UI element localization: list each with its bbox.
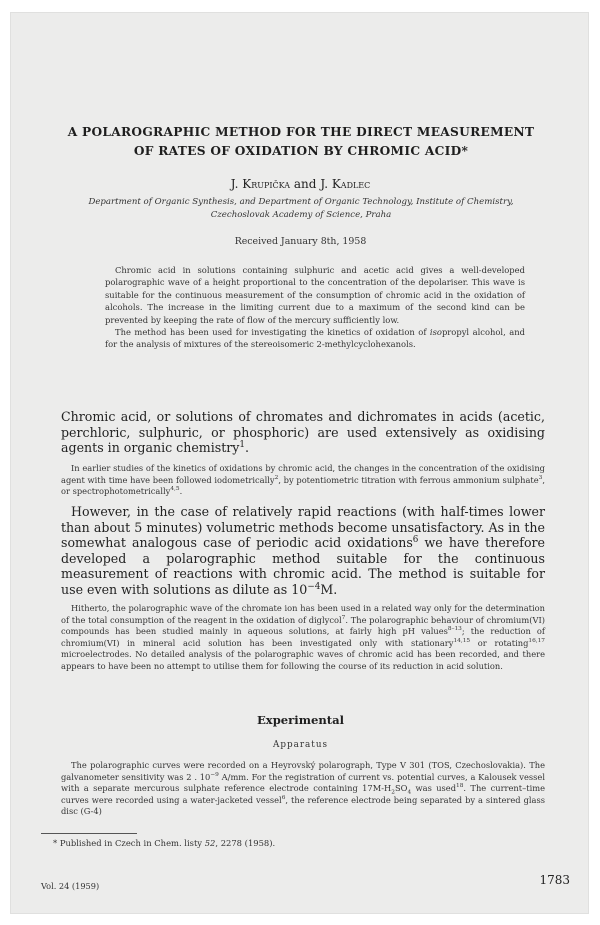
footnote-text: , 2278 (1958). (215, 838, 276, 848)
paragraph-text: SO (394, 783, 408, 794)
abstract-paragraph-1: Chromic acid in solutions containing sulphuric and acetic acid gives a well-developed polarographic wave of a height proportional to the concentration of the depolariser. This wave is suitable for the continuous measurement of the consumption of chromic acid in the oxidation of alcohols. The increase in the limiting current due to a maximum of the second kind can be prevented by keeping the rate of flow of the mercury sufficiently low. (105, 265, 525, 325)
title-line-1: A POLAROGRAPHIC METHOD FOR THE DIRECT MEASUREMENT (67, 125, 535, 139)
citation-ref: 16,17 (528, 638, 545, 645)
page-number: 1783 (539, 873, 570, 887)
paragraph-text: . The current–time curves were recorded using a water-jacketed vessel (61, 783, 546, 805)
abstract-paragraph-2 (105, 326, 525, 351)
affiliation (31, 196, 571, 222)
footnote-divider (41, 833, 137, 834)
paragraph-text: we have therefore developed a polarographic method suitable for the continuous measurement of reactions with chromic acid. The method is suitable for use even with solutions as dilute as 10 (61, 535, 545, 597)
paragraph-text: . (245, 440, 250, 455)
section-heading: Experimental (256, 713, 345, 727)
citation-ref: 7 (341, 614, 346, 621)
paragraph-text: . The polarographic behaviour of chromium(VI) compounds has been studied mainly in aqueous solutions, at fairly high pH values (61, 614, 545, 637)
author-conjunction: and (293, 177, 317, 191)
body-paragraph-1 (61, 409, 545, 456)
citation-ref: 1 (239, 439, 246, 450)
exponent: −4 (307, 581, 321, 592)
paragraph-text: or rotating (470, 637, 529, 648)
paragraph-text: , the reference electrode being separated by a sintered glass disc (G-4) (61, 794, 546, 817)
body-paragraph-2 (61, 463, 545, 498)
citation-ref: 6 (281, 795, 286, 802)
paragraph-text: . (333, 581, 338, 597)
citation-ref: 4,5 (170, 486, 180, 493)
author-1: J. Krupička (230, 177, 291, 191)
author-line (11, 177, 590, 191)
citation-ref: 18 (456, 783, 464, 790)
title-line-2: OF RATES OF OXIDATION BY CHROMIC ACID* (133, 144, 469, 158)
unit-molar: M (320, 581, 334, 597)
experimental-paragraph (61, 760, 545, 818)
paragraph-text: The polarographic curves were recorded on a Heyrovský polarograph, Type V 301 (TOS, Czechoslovakia). The galvanometer sensitivity was 2 . 10 (61, 760, 545, 782)
journal-volume: Vol. 24 (1959) (41, 881, 100, 891)
paragraph-text: ; the reduction of chromium(VI) in mineral acid solution has been investigated only with stationary (61, 626, 545, 648)
paper-page (10, 12, 589, 914)
body-paragraph-3 (61, 504, 545, 597)
exponent: −9 (210, 771, 219, 778)
paragraph-text: In earlier studies of the kinetics of oxidations by chromic acid, the changes in the concentration of the oxidising agent with time have been followed iodometrically (61, 463, 545, 485)
subscript: 4 (407, 789, 412, 796)
affiliation-line-2: Czechoslovak Academy of Science, Praha (210, 210, 392, 220)
citation-ref: 6 (412, 534, 419, 545)
paragraph-text: microelectrodes. No detailed analysis of the polarographic waves of chromic acid has been recorded, and there appears to have been no attempt to utilise them for following the course of its reduction in acid solution. (61, 649, 545, 671)
paper-title (51, 123, 551, 161)
citation-ref: 2 (274, 474, 279, 481)
paragraph-text: Hitherto, the polarographic wave of the chromate ion has been used in a related way only for the determination of the total consumption of the reagent in the oxidation of diglycol (61, 603, 545, 625)
footnote (53, 838, 553, 848)
paragraph-text: A/mm. For the registration of current vs. potential curves, a Kalousek vessel with a separate mercurous sulphate reference electrode containing 17 (61, 771, 545, 794)
footnote-text: * Published in Czech in Chem. listy (53, 838, 205, 848)
author-2: J. Kadlec (320, 177, 371, 191)
footnote-volume: 52 (204, 838, 216, 848)
abstract-text: propyl alcohol, and for the analysis of mixtures of the stereoisomeric 2-methylcyclohexanols. (105, 327, 525, 350)
citation-ref: 14,15 (453, 638, 471, 645)
received-date: Received January 8th, 1958 (234, 236, 367, 247)
paragraph-text: , or spectrophotometrically (61, 474, 546, 497)
paragraph-text: , by potentiometric titration with ferrous ammonium sulphate (278, 474, 539, 485)
abstract-italic-prefix: iso (429, 327, 442, 338)
citation-ref: 3 (538, 474, 543, 481)
unit-molar: M (372, 783, 382, 794)
paragraph-text: Chromic acid, or solutions of chromates and dichromates in acids (acetic, perchloric, sulphuric, or phosphoric) are used extensively as oxidising agents in organic chemistry (61, 409, 545, 455)
abstract (105, 264, 525, 351)
body-paragraph-4 (61, 603, 545, 673)
subsection-heading: Apparatus (272, 740, 329, 750)
subscript: 2 (391, 789, 395, 796)
paragraph-text: -H (381, 783, 392, 794)
paragraph-text: . (179, 486, 183, 497)
affiliation-line-1: Department of Organic Synthesis, and Department of Organic Technology, Institute of Chemistry, (88, 197, 514, 207)
paragraph-text: was used (411, 783, 457, 794)
abstract-text: The method has been used for investigating the kinetics of oxidation of (115, 327, 430, 338)
citation-ref: 8–13 (447, 626, 462, 633)
paragraph-text: However, in the case of relatively rapid reactions (with half-times lower than about 5 minutes) volumetric methods become unsatisfactory. As in the somewhat analogous case of periodic acid oxidations (61, 504, 545, 550)
